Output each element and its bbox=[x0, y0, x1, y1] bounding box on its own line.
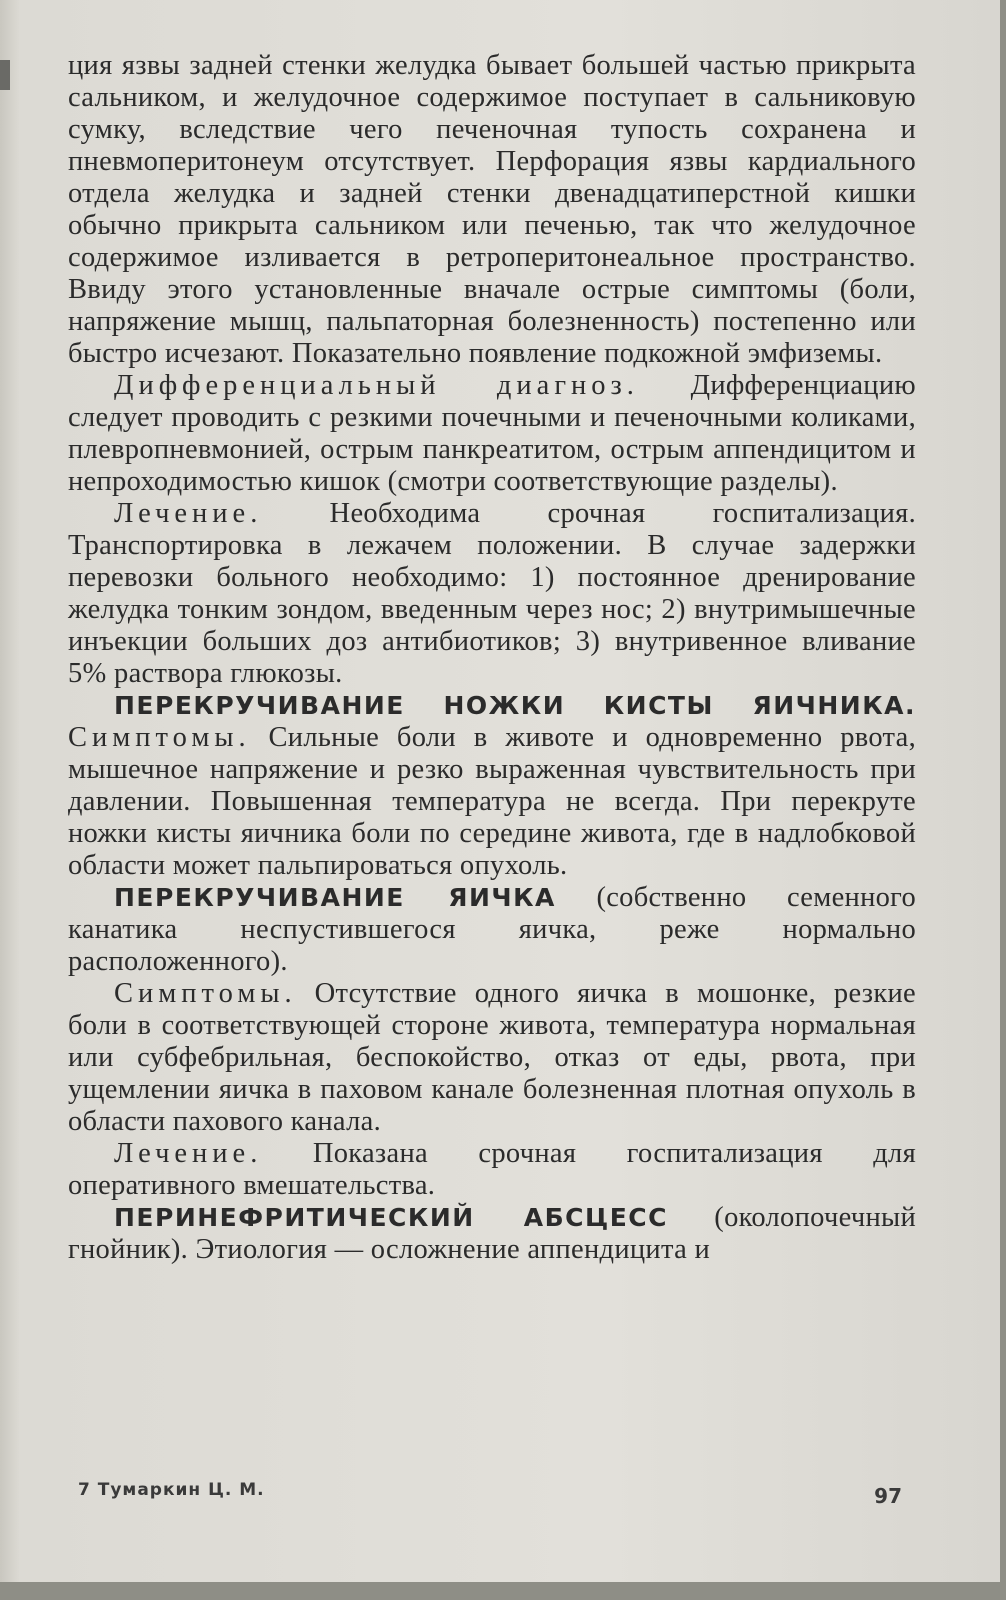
paragraph-perforation-continued bbox=[68, 50, 916, 370]
paragraph-text: (собственно семенного канатика неспустившегося яичка, реже нормально расположенного). bbox=[68, 882, 917, 977]
paragraph-text: Отсутствие одного яичка в мошонке, резкие боли в соответствующей стороне живота, температура нормальная или субфебрильная, беспокойство, отказ от еды, рвота, при ущемлении яичка в паховом канале болезненная плотная опухоль в области пахового канала. bbox=[68, 978, 916, 1137]
page-number: 97 bbox=[874, 1484, 902, 1508]
text-column bbox=[68, 50, 916, 1266]
paragraph-text: Дифференциацию следует проводить с резкими почечными и печеночными коликами, плевропневмонией, острым панкреатитом, острым аппендицитом и непроходимостью кишок (смотри соответствующие разделы). bbox=[68, 370, 916, 497]
section-ovarian-cyst-torsion bbox=[68, 690, 916, 882]
section-testicular-torsion bbox=[68, 882, 916, 978]
section-perinephric-abscess bbox=[68, 1202, 916, 1266]
paragraph-differential-diagnosis bbox=[68, 370, 916, 498]
paragraph-text: Сильные боли в животе и одновременно рвота, мышечное напряжение и резко выраженная чувствительность при давлении. Повышенная температура не всегда. При перекруте ножки кисты яичника боли по середине живота, где в надлобковой области может пальпироваться опухоль. bbox=[68, 722, 916, 881]
paragraph-label: Дифференциальный диагноз. bbox=[114, 370, 639, 401]
paragraph-text: Показана срочная госпитализация для оперативного вмешательства. bbox=[68, 1138, 916, 1201]
paragraph-label: Симптомы. bbox=[114, 978, 297, 1009]
section-heading: ПЕРЕКРУЧИВАНИЕ НОЖКИ КИСТЫ ЯИЧНИКА. bbox=[114, 691, 916, 720]
paragraph-text: ция язвы задней стенки желудка бывает большей частью прикрыта сальником, и желудочное содержимое поступает в сальниковую сумку, вследствие чего печеночная тупость сохранена и пневмоперитонеум отсутствует. Перфорация язвы кардиального отдела желудка и задней стенки двенадцатиперстной кишки обычно прикрыта сальником или печенью, так что желудочное содержимое изливается в ретроперитонеальное пространство. Ввиду этого установленные вначале острые симптомы (боли, напряжение мышц, пальпаторная болезненность) постепенно или быстро исчезают. Показательно появление подкожной эмфиземы. bbox=[68, 50, 916, 369]
paragraph-text: Необходима срочная госпитализация. Транспортировка в лежачем положении. В случае задержки перевозки больного необходимо: 1) постоянное дренирование желудка тонким зондом, введенным через нос; 2) внутримышечные инъекции больших доз антибиотиков; 3) внутривенное вливание 5% раствора глюкозы. bbox=[68, 498, 916, 689]
paragraph-text: (околопочечный гнойник). Этиология — осложнение аппендицита и bbox=[68, 1202, 917, 1265]
spine-shadow bbox=[0, 60, 10, 90]
paragraph-label: Симптомы. bbox=[68, 722, 251, 753]
page-footer bbox=[78, 1480, 902, 1510]
paragraph-symptoms bbox=[68, 978, 916, 1138]
paragraph-treatment-2 bbox=[68, 1138, 916, 1202]
paragraph-treatment bbox=[68, 498, 916, 690]
section-heading: ПЕРИНЕФРИТИЧЕСКИЙ АБСЦЕСС bbox=[114, 1203, 668, 1232]
paragraph-label: Лечение. bbox=[114, 498, 263, 529]
paragraph-label: Лечение. bbox=[114, 1138, 263, 1169]
signature-mark: 7 Тумаркин Ц. М. bbox=[78, 1480, 265, 1500]
section-heading: ПЕРЕКРУЧИВАНИЕ ЯИЧКА bbox=[114, 883, 556, 912]
